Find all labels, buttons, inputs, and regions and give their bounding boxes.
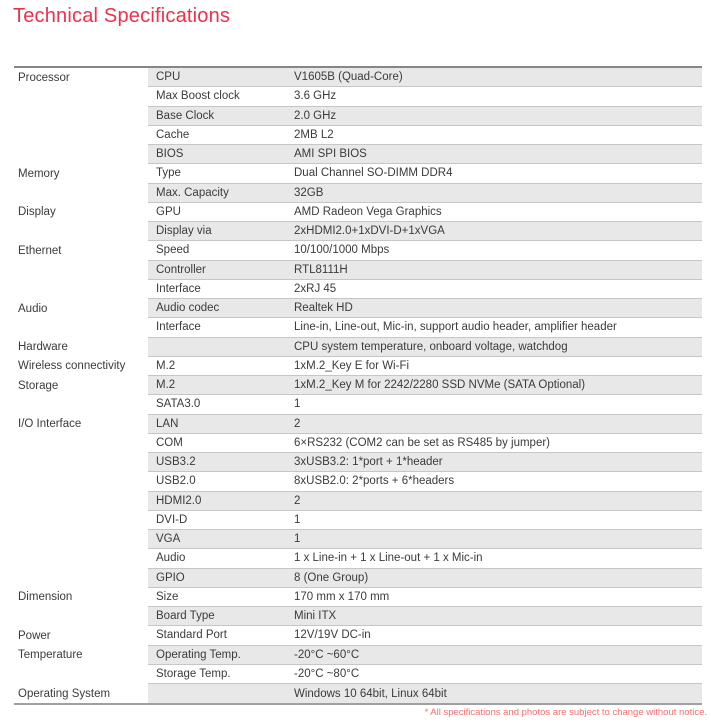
row-item-label: CPU <box>156 71 181 84</box>
table-row <box>14 338 702 357</box>
row-item-label: DVI-D <box>156 513 188 526</box>
row-category-label <box>14 107 148 126</box>
row-item-label: BIOS <box>156 148 184 161</box>
row-category-label <box>14 453 148 472</box>
row-item-label: Interface <box>156 282 201 295</box>
row-item-label: Standard Port <box>156 629 227 642</box>
row-value: RTL8111H <box>294 263 348 276</box>
table-row <box>14 164 702 183</box>
row-item-label <box>148 684 294 703</box>
row-spec-area <box>148 126 702 145</box>
row-value: 1 <box>294 398 301 411</box>
table-row <box>14 126 702 145</box>
row-value: 2MB L2 <box>294 128 334 141</box>
row-value: 2 <box>294 417 301 430</box>
row-value: Windows 10 64bit, Linux 64bit <box>294 687 447 700</box>
row-value: Realtek HD <box>294 302 353 315</box>
row-category-label <box>14 434 148 453</box>
row-category-label <box>14 318 148 337</box>
row-spec-area <box>148 280 702 299</box>
row-item-label: SATA3.0 <box>156 398 201 411</box>
row-category-label: Temperature <box>18 649 83 662</box>
row-category-label: Wireless connectivity <box>18 360 126 373</box>
row-value: 12V/19V DC-in <box>294 629 371 642</box>
row-item-label: M.2 <box>156 379 176 392</box>
row-value: CPU system temperature, onboard voltage, watchdog <box>294 340 568 353</box>
row-value: Dual Channel SO-DIMM DDR4 <box>294 167 453 180</box>
table-row <box>14 415 702 434</box>
row-item-label: USB3.2 <box>156 456 196 469</box>
row-category-label <box>14 145 148 164</box>
table-row <box>14 299 702 318</box>
row-spec-area <box>148 241 702 260</box>
row-category-label: Operating System <box>18 687 111 700</box>
row-spec-area <box>148 588 702 607</box>
row-item-label: Max Boost clock <box>156 90 240 103</box>
table-row <box>14 588 702 607</box>
row-value: 8 (One Group) <box>294 571 369 584</box>
table-row <box>14 626 702 645</box>
table-row <box>14 376 702 395</box>
row-category-label: Hardware <box>18 341 68 354</box>
row-item-label: M.2 <box>156 359 176 372</box>
row-item-label: GPIO <box>156 571 185 584</box>
row-item-label: Size <box>156 590 179 603</box>
row-value: 170 mm x 170 mm <box>294 590 390 603</box>
table-row <box>14 145 702 164</box>
row-value: 1 x Line-in + 1 x Line-out + 1 x Mic-in <box>294 552 483 565</box>
table-row <box>14 434 702 453</box>
row-spec-area <box>148 530 702 549</box>
row-value: 3.6 GHz <box>294 90 337 103</box>
row-item-label: Storage Temp. <box>156 667 231 680</box>
row-category-label: Power <box>18 629 51 642</box>
table-row <box>14 241 702 260</box>
table-row <box>14 646 702 665</box>
table-row <box>14 530 702 549</box>
table-row <box>14 357 702 376</box>
table-row <box>14 472 702 491</box>
spec-table <box>14 66 702 705</box>
table-row <box>14 395 702 414</box>
row-category-label <box>14 569 148 588</box>
table-row <box>14 222 702 241</box>
row-item-label: Audio <box>156 552 186 565</box>
row-category-label: Memory <box>18 167 60 180</box>
table-row <box>14 569 702 588</box>
page-title: Technical Specifications <box>13 5 231 27</box>
row-spec-area <box>148 261 702 280</box>
row-spec-area <box>148 203 702 222</box>
row-category-label: Ethernet <box>18 244 62 257</box>
table-row <box>14 203 702 222</box>
row-item-label: USB2.0 <box>156 475 196 488</box>
row-value: 1xM.2_Key M for 2242/2280 SSD NVMe (SATA Optional) <box>294 379 586 392</box>
row-category-label: Display <box>18 206 56 219</box>
row-spec-area <box>148 646 702 665</box>
row-value: AMD Radeon Vega Graphics <box>294 205 442 218</box>
row-item-label: Interface <box>156 321 201 334</box>
row-value: 1 <box>294 513 301 526</box>
table-row <box>14 511 702 530</box>
table-row <box>14 87 702 106</box>
table-row <box>14 607 702 626</box>
row-spec-area <box>148 549 702 568</box>
row-category-label <box>14 126 148 145</box>
row-spec-area <box>148 145 702 164</box>
row-spec-area <box>148 511 702 530</box>
row-value: 32GB <box>294 186 324 199</box>
table-row <box>14 107 702 126</box>
row-item-label: Cache <box>156 128 190 141</box>
row-item-label: Audio codec <box>156 302 220 315</box>
row-item-label: GPU <box>156 205 181 218</box>
row-category-label <box>14 511 148 530</box>
row-item-label: Base Clock <box>156 109 215 122</box>
table-row <box>14 318 702 337</box>
row-item-label: Board Type <box>156 610 215 623</box>
row-spec-area <box>148 626 702 645</box>
row-value: 3xUSB3.2: 1*port + 1*header <box>294 456 443 469</box>
row-value: 1xM.2_Key E for Wi-Fi <box>294 359 410 372</box>
row-category-label <box>14 261 148 280</box>
table-row <box>14 453 702 472</box>
row-item-label: LAN <box>156 417 179 430</box>
row-item-label: Type <box>156 167 181 180</box>
row-item-label: COM <box>156 436 183 449</box>
row-category-label <box>14 472 148 491</box>
table-row <box>14 68 702 87</box>
row-spec-area <box>148 415 702 434</box>
row-spec-area <box>148 665 702 684</box>
row-spec-area <box>148 357 702 376</box>
row-value: V1605B (Quad-Core) <box>294 71 403 84</box>
row-item-label: Speed <box>156 244 190 257</box>
row-value: AMI SPI BIOS <box>294 148 367 161</box>
row-category-label <box>14 492 148 511</box>
row-item-label: Display via <box>156 225 212 238</box>
row-value: -20°C ~80°C <box>294 667 360 680</box>
row-spec-area <box>148 299 702 318</box>
row-category-label: I/O Interface <box>18 418 82 431</box>
row-category-label: Processor <box>18 71 70 84</box>
row-value: Line-in, Line-out, Mic-in, support audio header, amplifier header <box>294 321 617 334</box>
row-category-label <box>14 549 148 568</box>
row-value: 2 <box>294 494 301 507</box>
row-value: 2xHDMI2.0+1xDVI-D+1xVGA <box>294 225 445 238</box>
row-item-label <box>148 338 294 356</box>
table-row <box>14 549 702 568</box>
row-spec-area <box>148 164 702 183</box>
row-category-label <box>14 395 148 414</box>
row-spec-area <box>148 569 702 588</box>
row-item-label: Max. Capacity <box>156 186 229 199</box>
row-value: Mini ITX <box>294 610 337 623</box>
row-category-label <box>14 184 148 203</box>
row-category-label: Audio <box>18 302 48 315</box>
row-spec-area <box>148 184 702 203</box>
row-spec-area <box>148 453 702 472</box>
row-spec-area <box>148 376 702 395</box>
row-spec-area <box>148 434 702 453</box>
table-row <box>14 261 702 280</box>
row-spec-area <box>148 318 702 337</box>
row-spec-area <box>148 684 702 703</box>
row-spec-area <box>148 395 702 414</box>
row-category-label <box>14 607 148 626</box>
row-category-label <box>14 222 148 241</box>
row-spec-area <box>148 107 702 126</box>
row-spec-area <box>148 68 702 87</box>
row-item-label: Operating Temp. <box>156 648 241 661</box>
row-value: 8xUSB2.0: 2*ports + 6*headers <box>294 475 455 488</box>
row-value: 2xRJ 45 <box>294 282 337 295</box>
row-category-label <box>14 280 148 299</box>
row-category-label <box>14 665 148 684</box>
row-spec-area <box>148 492 702 511</box>
row-value: 6×RS232 (COM2 can be set as RS485 by jumper) <box>294 436 550 449</box>
table-row <box>14 684 702 703</box>
row-spec-area <box>148 222 702 241</box>
row-spec-area <box>148 472 702 491</box>
row-spec-area <box>148 338 702 357</box>
row-value: 1 <box>294 533 301 546</box>
row-category-label <box>14 530 148 549</box>
row-item-label: Controller <box>156 263 206 276</box>
row-category-label: Storage <box>18 379 59 392</box>
row-item-label: HDMI2.0 <box>156 494 202 507</box>
table-row <box>14 280 702 299</box>
row-value: -20°C ~60°C <box>294 648 360 661</box>
row-category-label <box>14 87 148 106</box>
row-spec-area <box>148 87 702 106</box>
row-value: 10/100/1000 Mbps <box>294 244 390 257</box>
row-category-label: Dimension <box>18 591 73 604</box>
row-item-label: VGA <box>156 533 181 546</box>
table-row <box>14 665 702 684</box>
row-spec-area <box>148 607 702 626</box>
row-value: 2.0 GHz <box>294 109 337 122</box>
footnote: * All specifications and photos are subject to change without notice. <box>424 707 707 718</box>
table-row <box>14 184 702 203</box>
table-row <box>14 492 702 511</box>
